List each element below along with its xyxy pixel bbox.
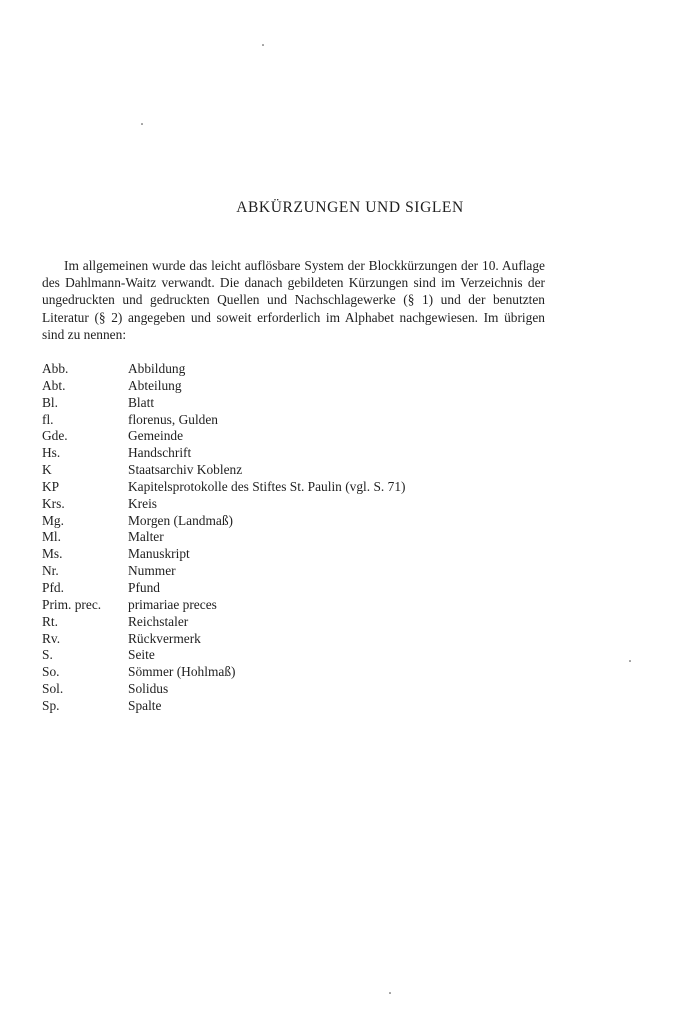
abbreviation-term: Ml.: [42, 529, 61, 545]
list-item: [42, 597, 602, 614]
scan-speck: [262, 44, 264, 46]
list-item: [42, 563, 602, 580]
list-item: [42, 496, 602, 513]
abbreviation-term: Sol.: [42, 681, 64, 697]
abbreviation-meaning: Seite: [128, 647, 155, 663]
scan-speck: [389, 992, 391, 994]
list-item: [42, 378, 602, 395]
abbreviation-meaning: Kreis: [128, 495, 158, 511]
abbreviation-meaning: Abbildung: [128, 361, 186, 376]
abbreviation-term: Hs.: [42, 445, 61, 461]
abbreviation-meaning: Kapitelsprotokolle des Stiftes St. Paulin (vgl. S. 71): [128, 478, 406, 494]
list-item: [42, 631, 602, 648]
abbreviation-meaning: Staatsarchiv Koblenz: [128, 462, 243, 478]
scan-speck: [629, 660, 631, 662]
abbreviation-term: So.: [42, 664, 60, 680]
list-item: [42, 681, 602, 698]
abbreviation-meaning: Sömmer (Hohlmaß): [128, 664, 236, 680]
list-item: [42, 698, 602, 715]
abbreviation-term: Mg.: [42, 512, 64, 528]
scan-speck: [141, 123, 143, 125]
abbreviation-term: fl.: [42, 411, 54, 427]
abbreviation-meaning: Manuskript: [128, 546, 190, 562]
abbreviation-meaning: Rückvermerk: [128, 630, 201, 646]
abbreviation-term: Pfd.: [42, 579, 64, 595]
list-item: [42, 428, 602, 445]
abbreviation-term: S.: [42, 647, 53, 663]
abbreviation-term: Abb.: [42, 361, 69, 376]
abbreviation-meaning: Malter: [128, 529, 164, 545]
list-item: [42, 395, 602, 412]
abbreviation-term: Sp.: [42, 697, 60, 713]
list-item: [42, 664, 602, 681]
abbreviation-meaning: florenus, Gulden: [128, 411, 218, 427]
abbreviation-meaning: Spalte: [128, 697, 162, 713]
list-item: [42, 529, 602, 546]
abbreviation-meaning: Handschrift: [128, 445, 192, 461]
abbreviation-term: Ms.: [42, 546, 63, 562]
list-item: [42, 546, 602, 563]
abbreviation-meaning: Morgen (Landmaß): [128, 512, 233, 528]
abbreviation-meaning: primariae preces: [128, 596, 217, 612]
abbreviation-list: [42, 361, 602, 715]
list-item: [42, 479, 602, 496]
abbreviation-meaning: Pfund: [128, 579, 160, 595]
page-title: ABKÜRZUNGEN UND SIGLEN: [236, 199, 464, 216]
abbreviation-term: Nr.: [42, 563, 59, 579]
list-item: [42, 647, 602, 664]
abbreviation-meaning: Blatt: [128, 394, 155, 410]
abbreviation-meaning: Abteilung: [128, 377, 182, 393]
list-item: [42, 445, 602, 462]
list-item: [42, 513, 602, 530]
abbreviation-meaning: Gemeinde: [128, 428, 184, 444]
abbreviation-term: KP: [42, 478, 60, 494]
abbreviation-term: Bl.: [42, 394, 58, 410]
abbreviation-meaning: Reichstaler: [128, 613, 189, 629]
abbreviation-term: Prim. prec.: [42, 596, 102, 612]
abbreviation-term: Rv.: [42, 630, 61, 646]
abbreviation-meaning: Nummer: [128, 563, 176, 579]
abbreviation-term: Gde.: [42, 428, 68, 444]
list-item: [42, 361, 602, 378]
abbreviation-term: Rt.: [42, 613, 58, 629]
abbreviation-term: K: [42, 462, 52, 478]
intro-text: Im allgemeinen wurde das leicht auflösbare System der Blockkürzungen der 10. Auflage des Dahlmann-Waitz verwandt. Die danach gebildeten Kürzungen sind im Verzeichnis der ungedruckten und gedruckten Quellen und Nachschlagewerke (§ 1) und der benutzten Literatur (§ 2) angegeben und soweit erforderlich im Alphabet nachgewiesen. Im übrigen sind zu nennen:: [42, 258, 545, 342]
abbreviation-meaning: Solidus: [128, 681, 169, 697]
list-item: [42, 412, 602, 429]
intro-paragraph: [42, 257, 545, 343]
abbreviation-term: Abt.: [42, 377, 66, 393]
list-item: [42, 580, 602, 597]
list-item: [42, 462, 602, 479]
abbreviation-term: Krs.: [42, 495, 65, 511]
list-item: [42, 614, 602, 631]
